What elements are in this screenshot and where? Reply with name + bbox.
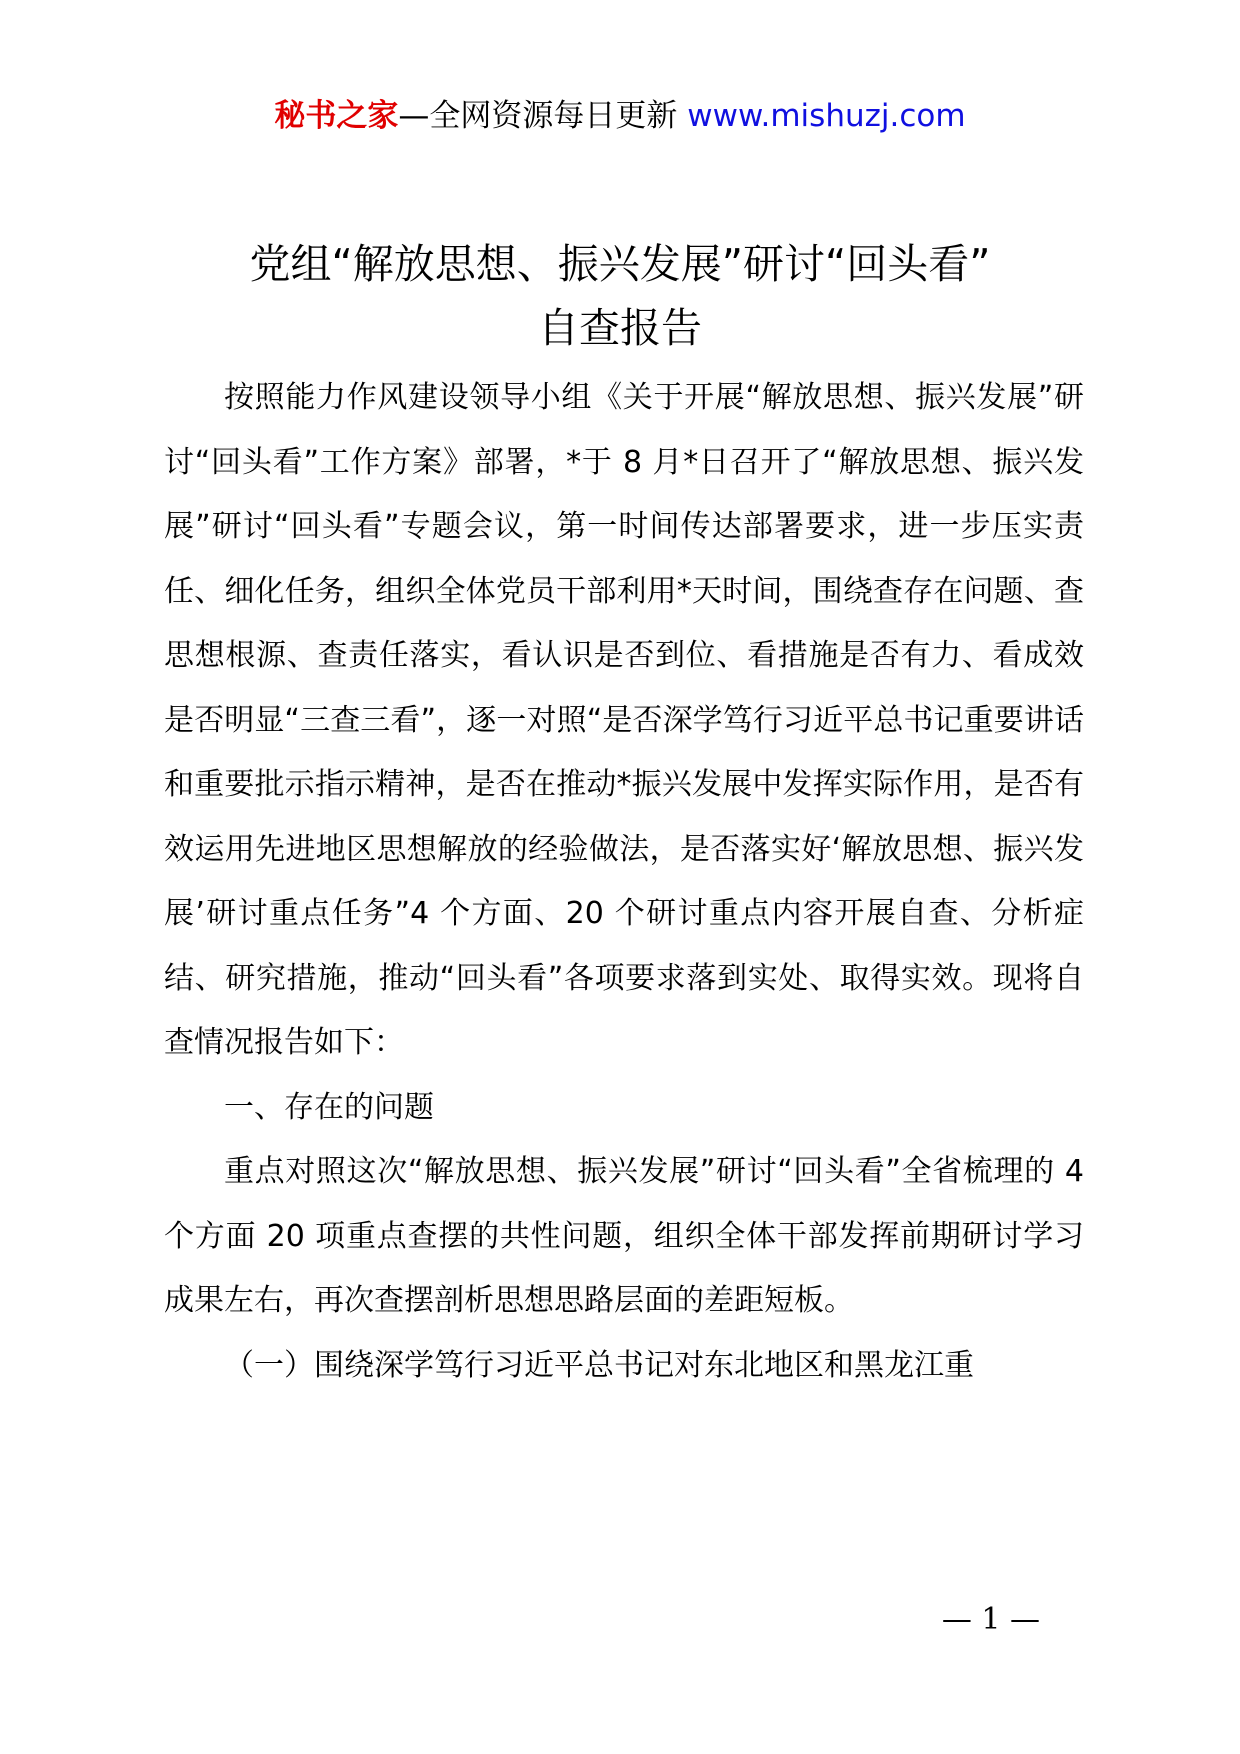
document-body [164, 366, 1084, 1398]
site-url-link[interactable]: www.mishuzj.com [687, 98, 966, 134]
page-number: — 1 — [941, 1602, 1040, 1637]
site-brand: 秘书之家 [274, 98, 399, 134]
section-heading-problems: 一、存在的问题 [224, 1089, 434, 1125]
problems-paragraph: 重点对照这次“解放思想、振兴发展”研讨“回头看”全省梳理的 4 个方面 20 项重点查摆的共性问题，组织全体干部发挥前期研讨学习成果左右，再次查摆剖析思想思路层面的差距短板。 [164, 1154, 1084, 1318]
site-header [0, 96, 1240, 136]
document-title-line-2: 自查报告 [538, 304, 702, 352]
site-slogan: —全网资源每日更新 [398, 98, 688, 134]
intro-paragraph: 按照能力作风建设领导小组《关于开展“解放思想、振兴发展”研讨“回头看”工作方案》部署，*于 8 月*日召开了“解放思想、振兴发展”研讨“回头看”专题会议，第一时间传达部署要求，进一步压实责任、细化任务，组织全体党员干部利用*天时间，围绕查存在问题、查思想根源、查责任落实，看认识是否到位、看措施是否有力、看成效是否明显“三查三看”，逐一对照“是否深学笃行习近平总书记重要讲话和重要批示指示精神，是否在推动*振兴发展中发挥实际作用，是否有效运用先进地区思想解放的经验做法，是否落实好‘解放思想、振兴发展’研讨重点任务”4 个方面、20 个研讨重点内容开展自查、分析症结、研究措施，推动“回头看”各项要求落到实处、取得实效。现将自查情况报告如下： [164, 380, 1084, 1060]
document-title-line-1: 党组“解放思想、振兴发展”研讨“回头看” [249, 240, 991, 288]
subsection-heading-1: （一）围绕深学笃行习近平总书记对东北地区和黑龙江重 [224, 1347, 974, 1383]
document-title [140, 232, 1100, 360]
